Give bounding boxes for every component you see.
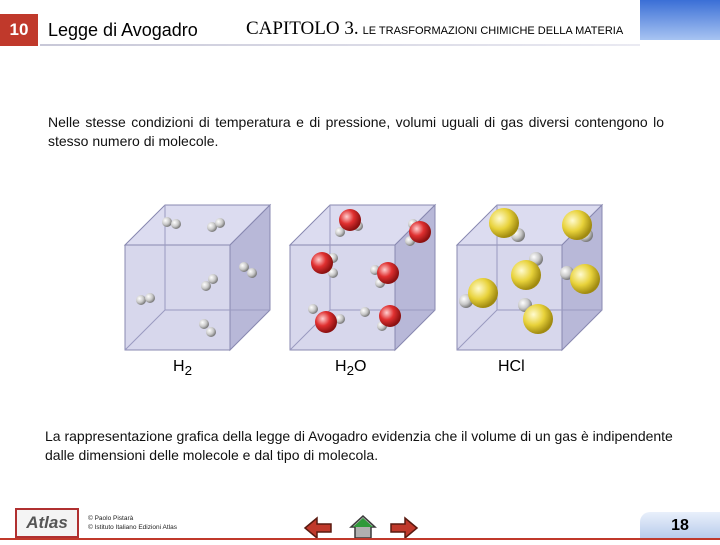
cube-hcl (457, 205, 602, 350)
formula-h2o (335, 358, 366, 378)
copyright-line-publisher: © Istituto Italiano Edizioni Atlas (88, 524, 177, 531)
slide-title: Legge di Avogadro (48, 20, 198, 40)
atlas-logo: Atlas (15, 508, 79, 538)
formula-h2o-suffix: O (353, 358, 367, 375)
copyright-line-author: © Paolo Pistarà (88, 515, 134, 522)
copyright-notice (88, 514, 177, 532)
chapter-heading (246, 18, 623, 40)
formula-h2-subscript: 2 (184, 363, 192, 379)
formula-hcl (498, 358, 525, 378)
slide-number-badge: 10 (0, 14, 38, 46)
intro-text: Nelle stesse condizioni di temperatura e di pressione, volumi uguali di gas diversi contengono lo stesso numero di molecole. (48, 114, 664, 149)
cube-h2o (290, 205, 435, 350)
caption-text: La rappresentazione grafica della legge di Avogadro evidenzia che il volume di un gas è indipendente dalle dimensioni delle molecole e dal tipo di molecola. (45, 428, 673, 463)
page-number: 18 (640, 512, 720, 540)
home-button[interactable] (349, 514, 377, 540)
arrow-left-icon (303, 516, 333, 540)
molecule-cubes-illustration (120, 195, 615, 385)
chapter-subtitle: LE TRASFORMAZIONI CHIMICHE DELLA MATERIA (362, 25, 624, 37)
formula-h2 (173, 358, 192, 378)
formula-h2-base: H (173, 358, 185, 375)
slide-header (0, 0, 720, 58)
previous-slide-button[interactable] (303, 516, 333, 540)
avogadro-figure (120, 195, 615, 385)
next-slide-button[interactable] (389, 516, 419, 540)
header-divider (40, 44, 640, 46)
chapter-main: CAPITOLO 3. (246, 18, 359, 39)
formula-h2o-base: H (335, 358, 347, 375)
cube-h2 (125, 205, 270, 350)
formula-hcl-base: HCl (498, 358, 525, 375)
corner-decoration (640, 0, 720, 40)
formula-h2o-subscript: 2 (346, 363, 354, 379)
arrow-right-icon (389, 516, 419, 540)
home-icon (349, 514, 377, 540)
